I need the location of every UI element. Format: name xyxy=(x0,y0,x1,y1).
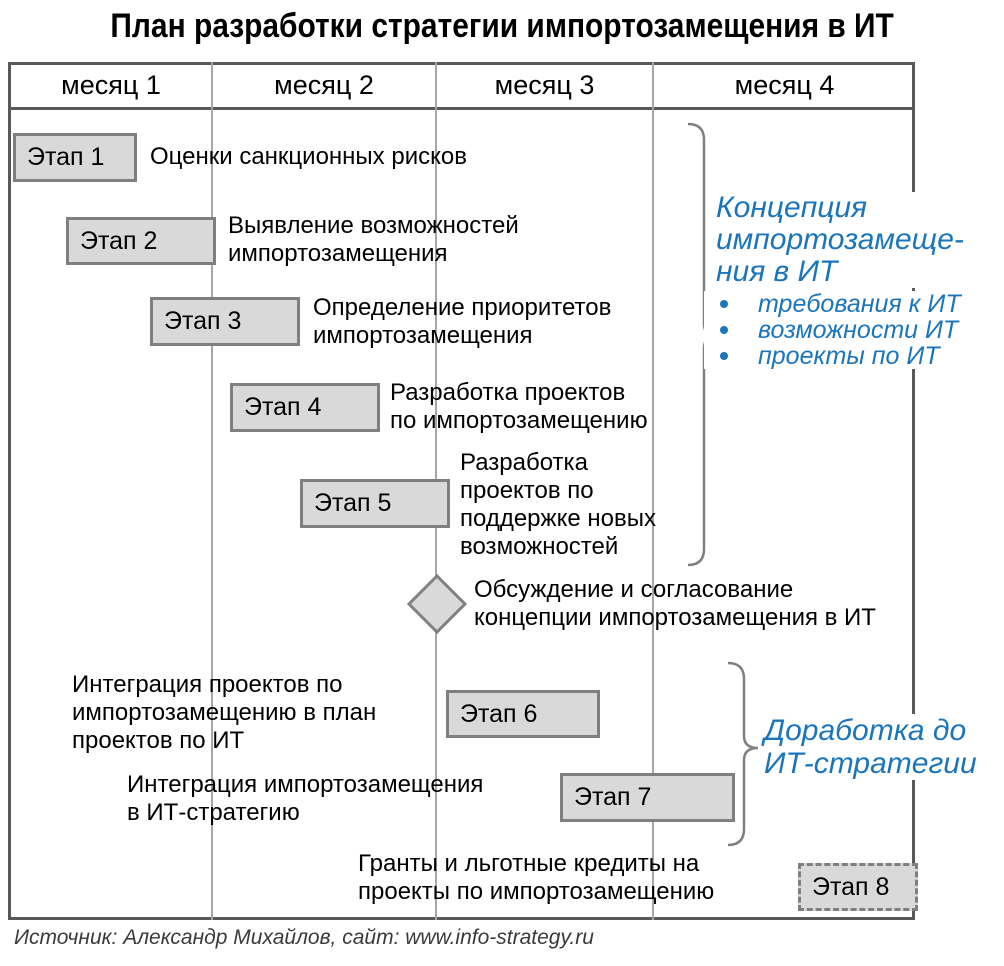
bullet-icon xyxy=(720,352,728,360)
stage-box-4 xyxy=(230,383,380,432)
stage-box-4-label: Этап 4 xyxy=(244,393,322,421)
milestone-desc: Обсуждение и согласование концепции импортозамещения в ИТ xyxy=(474,576,876,631)
stage-box-1 xyxy=(13,133,137,182)
stage-box-3-label: Этап 3 xyxy=(164,307,242,335)
bullet-row: требования к ИТ xyxy=(704,291,998,317)
stage-box-8 xyxy=(798,863,918,911)
stage-box-6 xyxy=(446,690,600,738)
concept-annotation-bullets xyxy=(704,291,998,369)
stage-desc-4: Разработка проектов по импортозамещению xyxy=(390,379,648,434)
month-header-3: месяц 3 xyxy=(494,69,595,100)
stage-desc-1: Оценки санкционных рисков xyxy=(150,143,467,170)
month-header-2: месяц 2 xyxy=(274,69,374,100)
stage-desc-7: Интеграция импортозамещения в ИТ-стратегию xyxy=(127,771,484,826)
concept-annotation-title: Концепция импортозамеще- ния в ИТ xyxy=(716,192,998,288)
stage-box-6-label: Этап 6 xyxy=(460,699,538,728)
stage-desc-5: Разработка проектов по поддержке новых возможностей xyxy=(460,449,656,560)
bullet-icon xyxy=(720,326,728,334)
stage-box-7-label: Этап 7 xyxy=(574,783,652,811)
bullet-icon xyxy=(720,300,728,308)
stage-box-8-label: Этап 8 xyxy=(812,872,890,901)
page-title-text: План разработки стратегии импортозамещения в ИТ xyxy=(110,7,894,45)
stage-box-3 xyxy=(150,297,300,346)
stage-box-2 xyxy=(66,217,216,265)
stage-box-5-label: Этап 5 xyxy=(314,489,392,517)
stage-box-2-label: Этап 2 xyxy=(80,226,158,255)
stage-box-5 xyxy=(300,479,450,528)
stage-box-7 xyxy=(560,773,735,822)
page-title xyxy=(0,7,1004,46)
stage-desc-2: Выявление возможностей импортозамещения xyxy=(228,212,519,267)
header-separator xyxy=(8,107,915,110)
source-attribution: Источник: Александр Михайлов, сайт: www.info-strategy.ru xyxy=(14,926,594,949)
rework-annotation-title: Доработка до ИТ-стратегии xyxy=(764,714,996,780)
stage-desc-6: Интеграция проектов по импортозамещению в план проектов по ИТ xyxy=(72,671,377,754)
stage-desc-8: Гранты и льготные кредиты на проекты по импортозамещению xyxy=(358,850,715,905)
month-header-1: месяц 1 xyxy=(61,69,161,100)
stage-desc-3: Определение приоритетов импортозамещения xyxy=(313,294,612,349)
bullet-row: возможности ИТ xyxy=(704,317,998,343)
bullet-row: проекты по ИТ xyxy=(704,343,998,369)
stage-box-1-label: Этап 1 xyxy=(27,143,105,171)
month-header-4: месяц 4 xyxy=(734,69,835,100)
